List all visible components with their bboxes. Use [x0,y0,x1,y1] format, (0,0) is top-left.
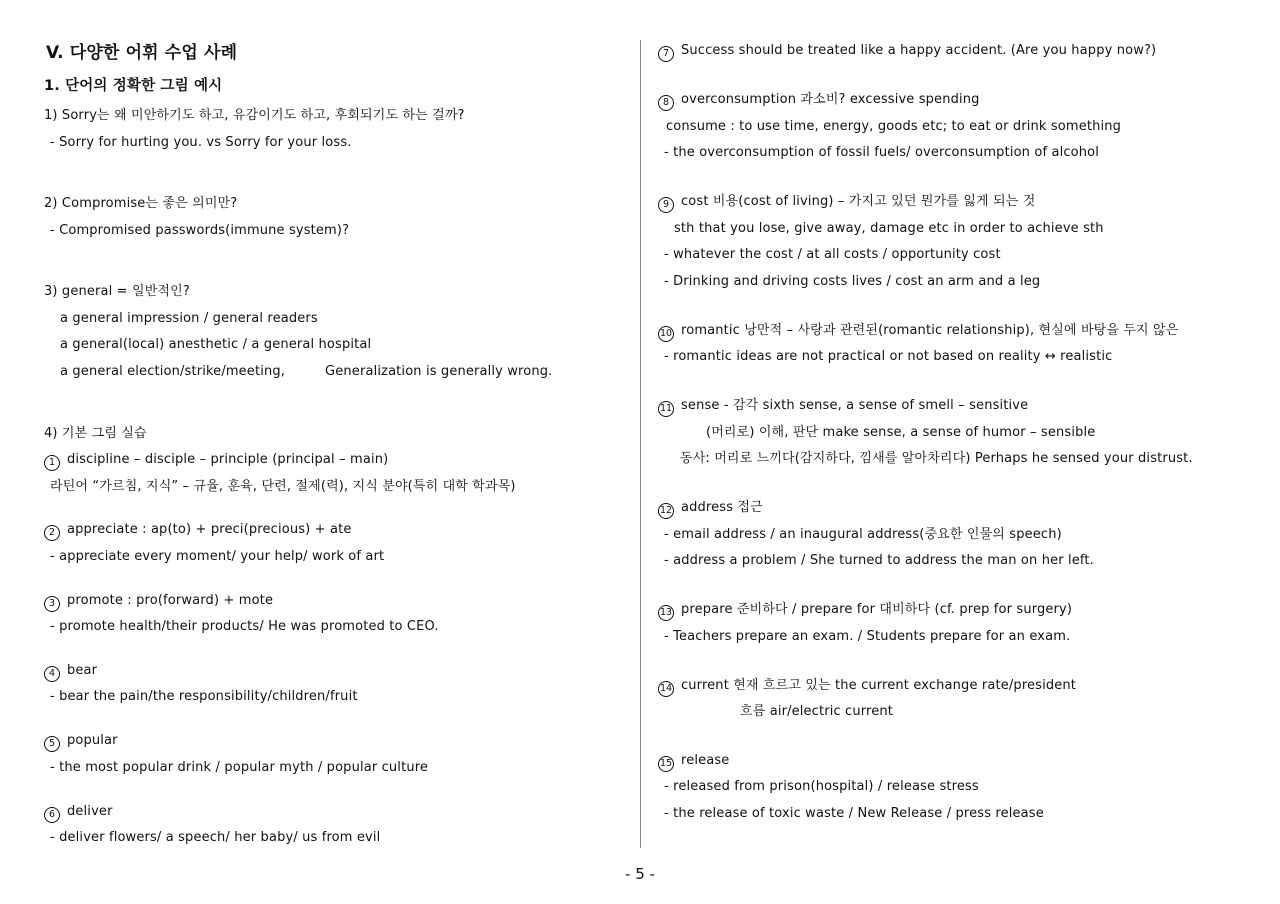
vocab-item-detail: 라틴어 “가르침, 지식” – 규율, 훈육, 단련, 절제(력), 지식 분야(특히 대학 학과목) [50,479,516,494]
vocab-word: address 접근 [681,500,763,515]
vocab-item [658,601,1072,621]
circled-number: 2 [44,525,60,541]
vocab-item [658,42,1156,62]
q4-title: 4) 기본 그림 실습 [44,426,147,441]
circled-number: 3 [44,596,60,612]
vocab-item-detail: - bear the pain/the responsibility/children/fruit [50,689,358,704]
vocab-item [44,732,118,752]
vocab-word: sense - 감각 sixth sense, a sense of smell – sensitive [681,398,1029,413]
circled-number: 7 [658,46,674,62]
vocab-word: appreciate : ap(to) + preci(precious) + ate [67,522,352,537]
vocab-word: cost 비용(cost of living) – 가지고 있던 뭔가를 잃게 되는 것 [681,194,1036,209]
vocab-item-detail: - the release of toxic waste / New Release / press release [664,806,1044,821]
vocab-item [658,677,1076,697]
vocab-word: overconsumption 과소비? excessive spending [681,92,980,107]
q3-note: Generalization is generally wrong. [325,364,553,379]
q2-example: - Compromised passwords(immune system)? [50,223,350,238]
vocab-item-detail: - deliver flowers/ a speech/ her baby/ us from evil [50,830,381,845]
circled-number: 12 [658,503,674,519]
vocab-item-detail: - appreciate every moment/ your help/ work of art [50,549,385,564]
q1-title: 1) Sorry는 왜 미안하기도 하고, 유감이기도 하고, 후회되기도 하는 걸까? [44,108,465,123]
vocab-item-detail: (머리로) 이해, 판단 make sense, a sense of humor – sensible [706,425,1096,440]
vocab-item-detail: sth that you lose, give away, damage etc in order to achieve sth [674,221,1104,236]
vocab-word: deliver [67,804,113,819]
column-divider [640,40,641,848]
vocab-item [658,91,980,111]
vocab-item [658,397,1028,417]
vocab-item [44,592,273,612]
vocab-item [44,521,351,541]
vocab-item-detail: - the most popular drink / popular myth / popular culture [50,760,429,775]
q1-example: - Sorry for hurting you. vs Sorry for your loss. [50,135,352,150]
vocab-item [658,193,1035,213]
vocab-item-detail: 동사: 머리로 느끼다(감지하다, 낌새를 알아차리다) Perhaps he sensed your distrust. [680,451,1193,466]
vocab-item [658,752,729,772]
vocab-word: Success should be treated like a happy accident. (Are you happy now?) [681,43,1157,58]
q3-example-1: a general impression / general readers [60,311,318,326]
circled-number: 5 [44,736,60,752]
q3-example-3 [60,363,552,381]
circled-number: 14 [658,681,674,697]
vocab-word: release [681,753,730,768]
vocab-item-detail: - romantic ideas are not practical or not based on reality ↔ realistic [664,349,1113,364]
circled-number: 1 [44,455,60,471]
circled-number: 15 [658,756,674,772]
circled-number: 11 [658,401,674,417]
vocab-item-detail: - Teachers prepare an exam. / Students prepare for an exam. [664,629,1071,644]
vocab-item-detail: - Drinking and driving costs lives / cost an arm and a leg [664,274,1041,289]
vocab-word: bear [67,663,98,678]
vocab-word: discipline – disciple – principle (principal – main) [67,452,389,467]
q3-example-3-text: a general election/strike/meeting, [60,364,286,379]
circled-number: 4 [44,666,60,682]
vocab-item-detail: - promote health/their products/ He was promoted to CEO. [50,619,439,634]
vocab-word: popular [67,733,118,748]
vocab-item-detail: - whatever the cost / at all costs / opportunity cost [664,247,1001,262]
vocab-word: current 현재 흐르고 있는 the current exchange rate/president [681,678,1077,693]
vocab-item-detail: - released from prison(hospital) / release stress [664,779,979,794]
vocab-item-detail: 흐름 air/electric current [740,704,893,719]
vocab-word: romantic 낭만적 – 사랑과 관련된(romantic relationship), 현실에 바탕을 두지 않은 [681,323,1179,338]
vocab-item-detail: - address a problem / She turned to address the man on her left. [664,553,1094,568]
vocab-item-detail: consume : to use time, energy, goods etc; to eat or drink something [666,119,1122,134]
q2-title: 2) Compromise는 좋은 의미만? [44,196,238,211]
circled-number: 10 [658,326,674,342]
circled-number: 8 [658,95,674,111]
vocab-word: promote : pro(forward) + mote [67,593,274,608]
vocab-item [44,451,388,471]
vocab-item [44,803,113,823]
vocab-word: prepare 준비하다 / prepare for 대비하다 (cf. prep for surgery) [681,602,1073,617]
vocab-item [658,499,763,519]
subsection-heading: 1. 단어의 정확한 그림 예시 [44,78,223,94]
vocab-item [658,322,1178,342]
section-heading: V. 다양한 어휘 수업 사례 [46,43,238,63]
circled-number: 6 [44,807,60,823]
page-number: - 5 - [625,865,655,883]
vocab-item-detail: - email address / an inaugural address(중요한 인물의 speech) [664,527,1062,542]
vocab-item-detail: - the overconsumption of fossil fuels/ overconsumption of alcohol [664,145,1100,160]
circled-number: 13 [658,605,674,621]
q3-example-2: a general(local) anesthetic / a general hospital [60,337,372,352]
vocab-item [44,662,97,682]
circled-number: 9 [658,197,674,213]
q3-title: 3) general = 일반적인? [44,284,190,299]
